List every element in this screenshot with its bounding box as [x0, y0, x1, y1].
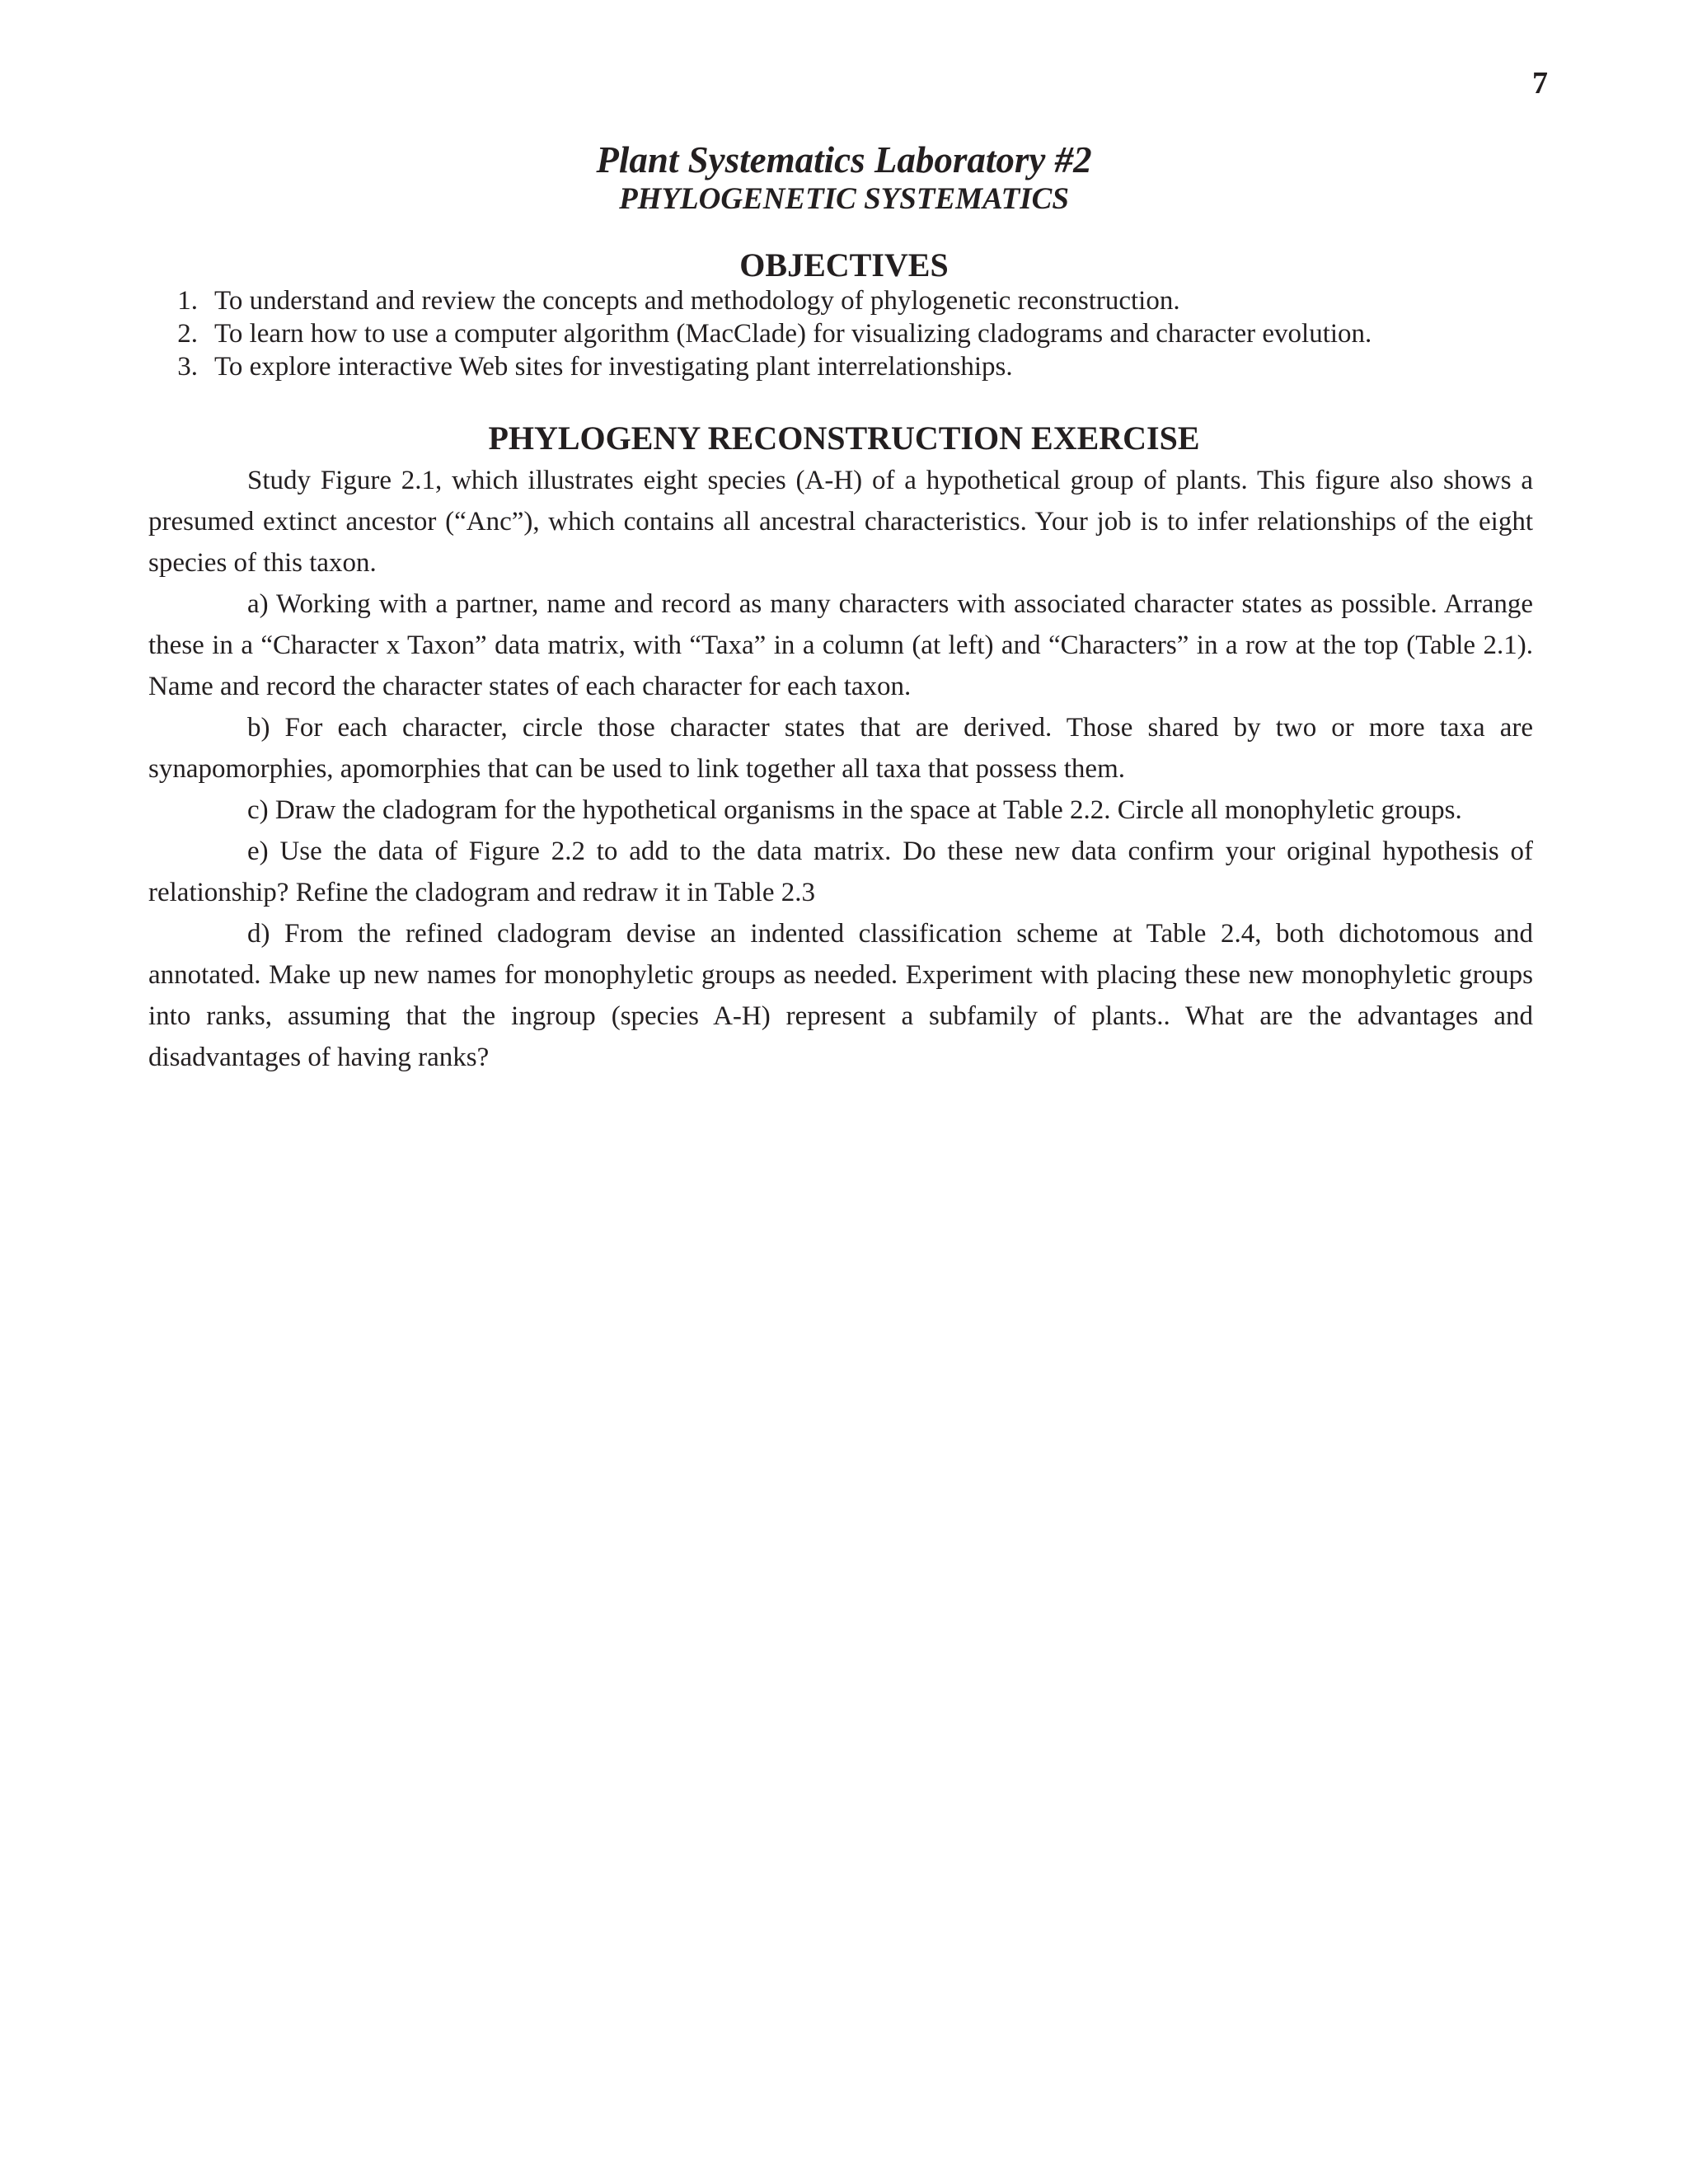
page-number: 7 — [1532, 66, 1548, 101]
objective-number: 3. — [177, 352, 198, 382]
exercise-heading: PHYLOGENY RECONSTRUCTION EXERCISE — [488, 419, 1200, 457]
objectives-heading: OBJECTIVES — [739, 246, 949, 284]
objective-text: To explore interactive Web sites for investigating plant interrelationships. — [214, 352, 1013, 382]
page-title: Plant Systematics Laboratory #2 — [596, 139, 1092, 180]
exercise-paragraph: c) Draw the cladogram for the hypothetical organisms in the space at Table 2.2. Circle all monophyletic groups. — [247, 795, 1462, 825]
objective-number: 2. — [177, 319, 198, 349]
page-header — [0, 138, 1688, 218]
objective-item — [148, 317, 1550, 350]
exercise-paragraph: d) From the refined cladogram devise an indented classification scheme at Table 2.4, both dichotomous and annotated. Make up new names for monophyletic groups as needed. Experiment with placing these new monophyletic groups into ranks, assuming that the ingroup (species A-H) represent a subfamily of plants.. What are the advantages and disadvantages of having ranks? — [148, 919, 1533, 1072]
exercise-paragraph: b) For each character, circle those character states that are derived. Those shared by two or more taxa are synapomorphies, apomorphies that can be used to link together all taxa that possess them. — [148, 713, 1533, 784]
exercise-paragraph: Study Figure 2.1, which illustrates eight species (A-H) of a hypothetical group of plants. This figure also shows a presumed extinct ancestor (“Anc”), which contains all ancestral characteristics. Your job is to infer relationships of the eight species of this taxon. — [148, 466, 1533, 578]
exercise-paragraph: e) Use the data of Figure 2.2 to add to the data matrix. Do these new data confirm your original hypothesis of relationship? Refine the cladogram and redraw it in Table 2.3 — [148, 837, 1533, 907]
objective-text: To learn how to use a computer algorithm (MacClade) for visualizing cladograms and character evolution. — [214, 319, 1372, 349]
objective-number: 1. — [177, 286, 198, 316]
exercise-body — [148, 460, 1533, 1078]
objective-item — [148, 284, 1550, 317]
objectives-list — [148, 284, 1550, 383]
exercise-paragraph: a) Working with a partner, name and record as many characters with associated character states as possible. Arrange these in a “Character x Taxon” data matrix, with “Taxa” in a column (at left) and “Characters” in a row at the top (Table 2.1). Name and record the character states of each character for each taxon. — [148, 589, 1533, 701]
page-subtitle: PHYLOGENETIC SYSTEMATICS — [619, 182, 1069, 216]
objective-text: To understand and review the concepts and methodology of phylogenetic reconstruction. — [214, 286, 1180, 316]
objective-item — [148, 350, 1550, 383]
